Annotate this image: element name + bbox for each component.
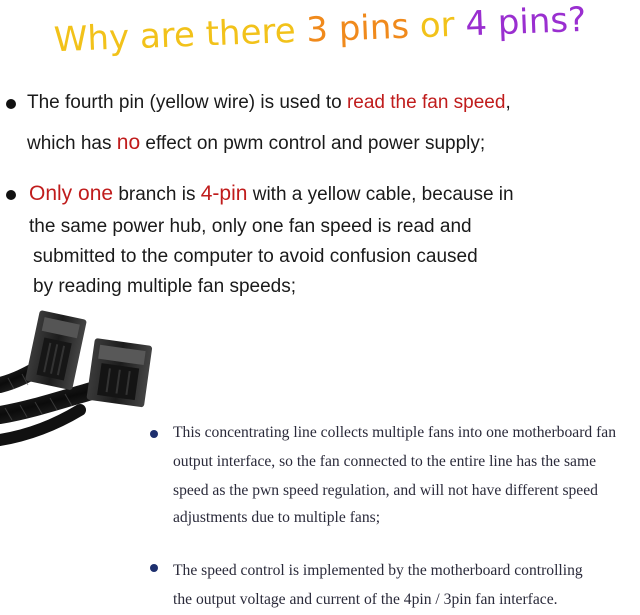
bullet1-text-b: which has [27, 133, 112, 154]
bullet-dot-4 [150, 564, 158, 572]
bullet-dot-2 [6, 190, 16, 200]
bullet1-text-a: The fourth pin (yellow wire) is used to [27, 92, 342, 113]
bullet1-text-c: effect on pwm control and power supply; [145, 133, 486, 154]
title-part-4: 4 pins? [464, 0, 587, 45]
page-title [0, 0, 640, 68]
bullet2-text-b: with a yellow cable, because in [252, 184, 514, 205]
bullet2-line3: submitted to the computer to avoid confusion caused [33, 246, 478, 267]
bullet2-text-a: branch is [118, 184, 196, 205]
bullet2-highlight-4pin: 4-pin [200, 182, 248, 205]
bullet2-highlight-only-one: Only one [29, 182, 114, 205]
bullet4-line1: The speed control is implemented by the motherboard controlling [173, 562, 583, 579]
title-part-1: Why are there [53, 10, 297, 61]
bullet2-line2: the same power hub, only one fan speed is read and [29, 216, 472, 237]
bullet3-line4: adjustments due to multiple fans; [173, 509, 381, 526]
bullet-dot-3 [150, 430, 158, 438]
bullet3-line2: output interface, so the fan connected to the entire line has the same [173, 453, 597, 470]
bullet2-line4: by reading multiple fan speeds; [33, 276, 296, 297]
bullet1-text-comma: , [505, 92, 511, 113]
bullet3-line1: This concentrating line collects multiple fans into one motherboard fan [173, 424, 616, 441]
bullet2-line1 [29, 182, 514, 206]
bullet1-line1 [27, 92, 511, 114]
title-part-3: or [419, 4, 456, 47]
bullet4-line2: the output voltage and current of the 4pin / 3pin fan interface. [173, 591, 558, 608]
bullet3-line3: speed as the pwn speed regulation, and will not have different speed [173, 482, 598, 499]
title-part-2: 3 pins [305, 6, 410, 51]
bullet1-line2 [27, 131, 485, 155]
bullet1-highlight-fan-speed: read the fan speed [346, 92, 506, 113]
bullet1-highlight-no: no [116, 131, 141, 154]
fan-splitter-cable-image [0, 290, 200, 470]
bullet-dot-1 [6, 99, 16, 109]
